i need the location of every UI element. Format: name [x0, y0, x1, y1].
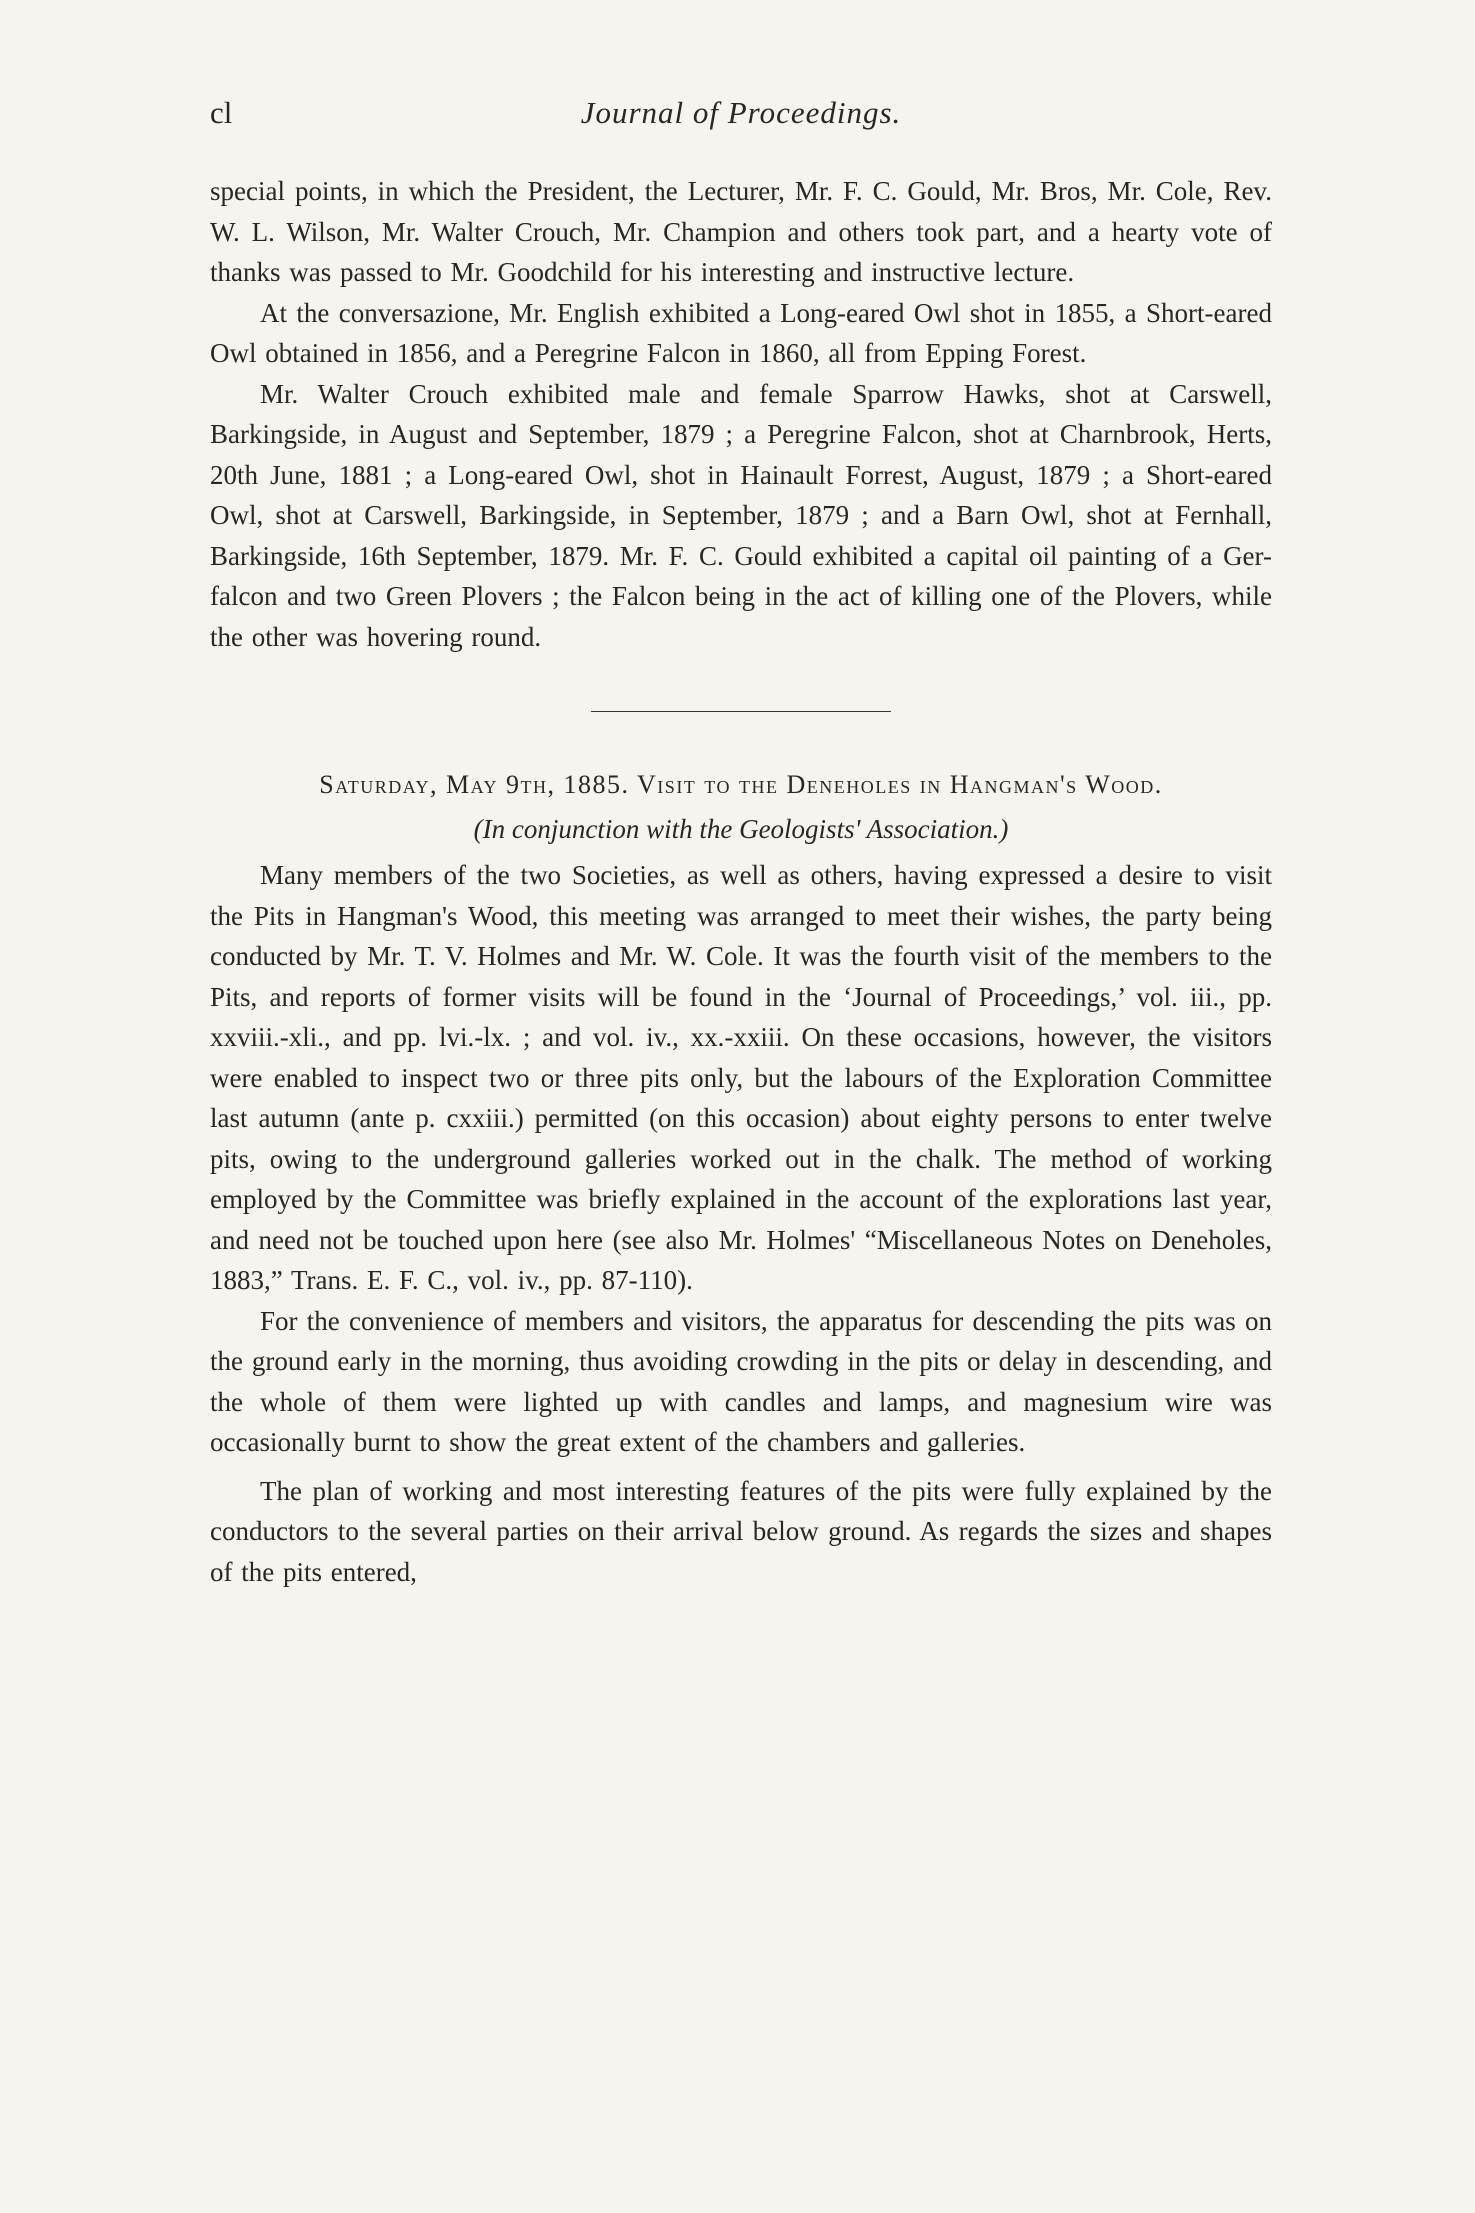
section-subheading: (In conjunction with the Geologists' Association.) [473, 814, 1009, 844]
paragraph-visit-intro: Many members of the two Societies, as well as others, having expressed a desire to visit the Pits in Hangman's Wood, this meeting was arranged to meet their wishes, the party being conducted by Mr. T. V. Holmes and Mr. W. Cole. It was the fourth visit of the members to the Pits, and reports of former visits will be found in the ‘Journal of Proceedings,’ vol. iii., pp. xxviii.-xli., and pp. lvi.-lx. ; and vol. iv., xx.-xxiii. On these occasions, however, the visitors were enabled to inspect two or three pits only, but the labours of the Exploration Committee last autumn (ante p. cxxiii.) permitted (on this occasion) about eighty persons to enter twelve pits, owing to the underground galleries worked out in the chalk. The method of working employed by the Committee was briefly explained in the account of the explorations last year, and need not be touched upon here (see also Mr. Holmes' “Miscellaneous Notes on Deneholes, 1883,” Trans. E. F. C., vol. iv., pp. 87-110). [210, 860, 1272, 1295]
page-header [210, 95, 1272, 145]
paragraph-crouch-exhibit: Mr. Walter Crouch exhibited male and female Sparrow Hawks, shot at Carswell, Barkingside, in August and September, 1879 ; a Peregrine Falcon, shot at Charnbrook, Herts, 20th June, 1881 ; a Long-eared Owl, shot in Hainault Forrest, August, 1879 ; a Short-eared Owl, shot at Carswell, Barkingside, in September, 1879 ; and a Barn Owl, shot at Fernhall, Barkingside, 16th September, 1879. Mr. F. C. Gould exhibited a capital oil painting of a Ger-falcon and two Green Plovers ; the Falcon being in the act of killing one of the Plovers, while the other was hovering round. [210, 378, 1272, 652]
running-title: Journal of Proceedings. [580, 95, 902, 130]
paragraph-lecture-discussion: special points, in which the President, the Lecturer, Mr. F. C. Gould, Mr. Bros, Mr. Cole, Rev. W. L. Wilson, Mr. Walter Crouch, Mr. Champion and others took part, and a hearty vote of thanks was passed to Mr. Goodchild for his interesting and instructive lecture. [210, 176, 1272, 287]
page-number: cl [210, 95, 233, 130]
paragraph-plan-of-working: The plan of working and most interesting features of the pits were fully explained by the conductors to the several parties on their arrival below ground. As regards the sizes and shapes of the pits entered, [210, 1475, 1272, 1587]
paragraph-apparatus: For the convenience of members and visitors, the apparatus for descending the pits was on the ground early in the morning, thus avoiding crowding in the pits or delay in descending, and the whole of them were lighted up with candles and lamps, and magnesium wire was occasionally burnt to show the great extent of the chambers and galleries. [210, 1305, 1272, 1457]
document-page [210, 95, 1272, 1592]
section-heading: Saturday, May 9th, 1885. Visit to the Deneholes in Hangman's Wood. [319, 770, 1163, 799]
section-visit-deneholes [210, 764, 1272, 1592]
paragraph-english-exhibit: At the conversazione, Mr. English exhibited a Long-eared Owl shot in 1855, a Short-eared Owl obtained in 1856, and a Peregrine Falcon in 1860, all from Epping Forest. [210, 297, 1272, 368]
paragraph-gap [210, 1463, 1272, 1471]
section-divider [591, 711, 891, 712]
top-text-block [210, 171, 1272, 657]
